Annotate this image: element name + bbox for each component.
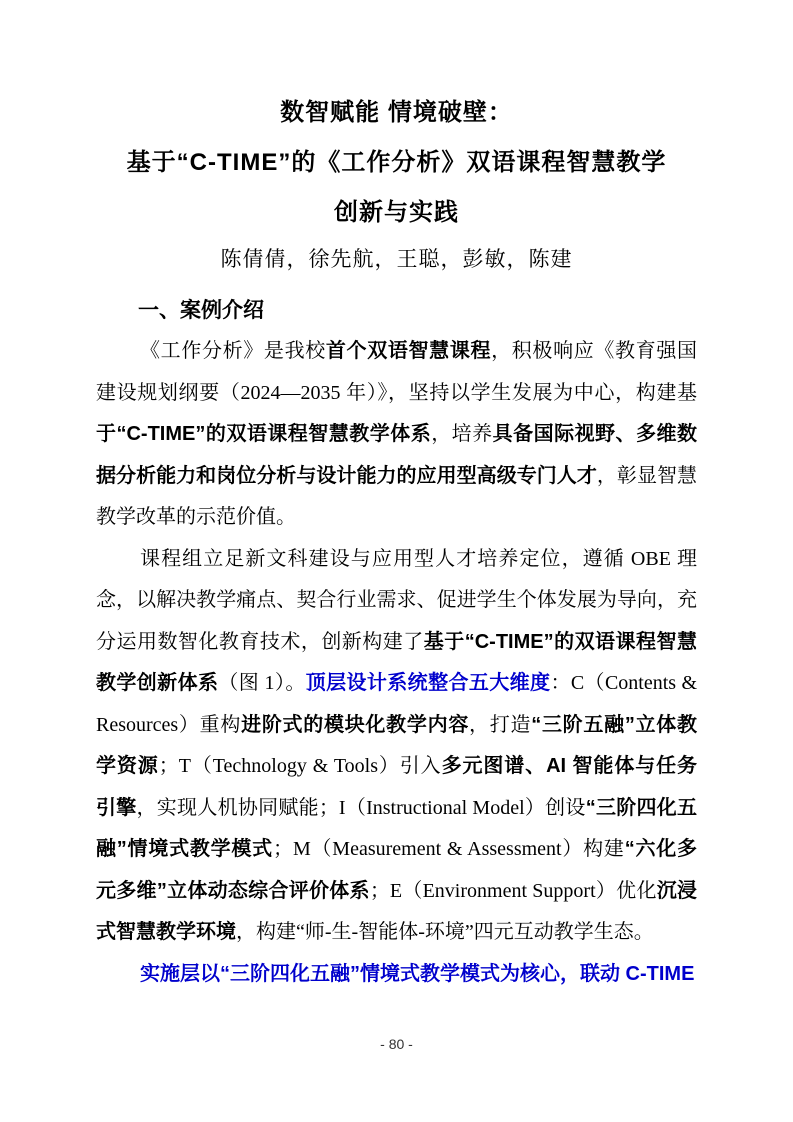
- paragraph: [96, 954, 697, 996]
- text-run: 顶层设计系统整合五大维度: [305, 672, 551, 694]
- section-heading: 一、案例介绍: [138, 299, 264, 322]
- text-run: 于“C-TIME”的双语课程智慧教学体系: [96, 423, 432, 445]
- text-run: ，彰显智慧教学改革的示范价值。: [96, 464, 698, 528]
- title-block: [96, 88, 697, 280]
- title-line-2: 基于“C-TIME”的《工作分析》双语课程智慧教学: [126, 149, 667, 176]
- text-run: ，打造: [469, 713, 532, 736]
- text-run: 课程组立足新文科建设与应用型人才培养定位，遵循 OBE 理念，以解决教学痛点、契合行业需求、促进学生个体发展为导向，充分运用数智化教育技术，创新构建了: [96, 547, 697, 653]
- text-run: ；M（Measurement & Assessment）构建: [272, 838, 625, 860]
- paragraph: [96, 331, 697, 539]
- text-run: ；E（Environment Support）优化: [369, 879, 657, 902]
- text-run: 首个双语智慧课程: [325, 340, 492, 362]
- text-run: 《工作分析》是我校: [140, 340, 326, 362]
- text-run: ；T（Technology & Tools）引入: [158, 755, 442, 777]
- text-run: 多元图谱、AI 智能体与任务引擎: [96, 755, 698, 819]
- text-run: ，构建“师-生-智能体-环境”四元互动教学生态。: [236, 921, 654, 943]
- paragraph: [96, 539, 697, 954]
- text-run: ，实现人机协同赋能；I（Instructional Model）创设: [136, 796, 586, 819]
- text-run: ，积极响应《教育强国建设规划纲要（2024—2035 年）》，坚持以学生发展为中心，构建基: [96, 340, 698, 404]
- title-line-1: 数智赋能 情境破壁：: [280, 99, 513, 126]
- text-run: 沉浸式智慧教学环境: [96, 879, 698, 943]
- text-run: “三阶五融”立体教学资源: [96, 713, 698, 777]
- text-run: ：C（Contents & Resources）重构: [96, 672, 698, 736]
- body-paragraphs: [96, 331, 697, 995]
- document-title: [96, 88, 697, 238]
- text-run: 基于“C-TIME”的双语课程智慧教学创新体系: [96, 630, 697, 694]
- text-run: “六化多元多维”立体动态综合评价体系: [96, 838, 698, 902]
- text-run: 实施层以“三阶四化五融”情境式教学模式为核心，联动 C-TIME: [140, 962, 695, 985]
- text-run: ，培养: [431, 423, 493, 445]
- page-number: - 80 -: [380, 1036, 413, 1052]
- text-run: 具备国际视野、多维数据分析能力和岗位分析与设计能力的应用型高级专门人才: [96, 423, 697, 487]
- text-run: （图 1）。: [218, 672, 306, 694]
- authors-line: 陈倩倩，徐先航，王聪，彭敏，陈建: [220, 247, 573, 271]
- text-run: 进阶式的模块化教学内容: [241, 713, 470, 736]
- title-line-3: 创新与实践: [334, 199, 459, 226]
- text-run: “三阶四化五融”情境式教学模式: [96, 796, 697, 860]
